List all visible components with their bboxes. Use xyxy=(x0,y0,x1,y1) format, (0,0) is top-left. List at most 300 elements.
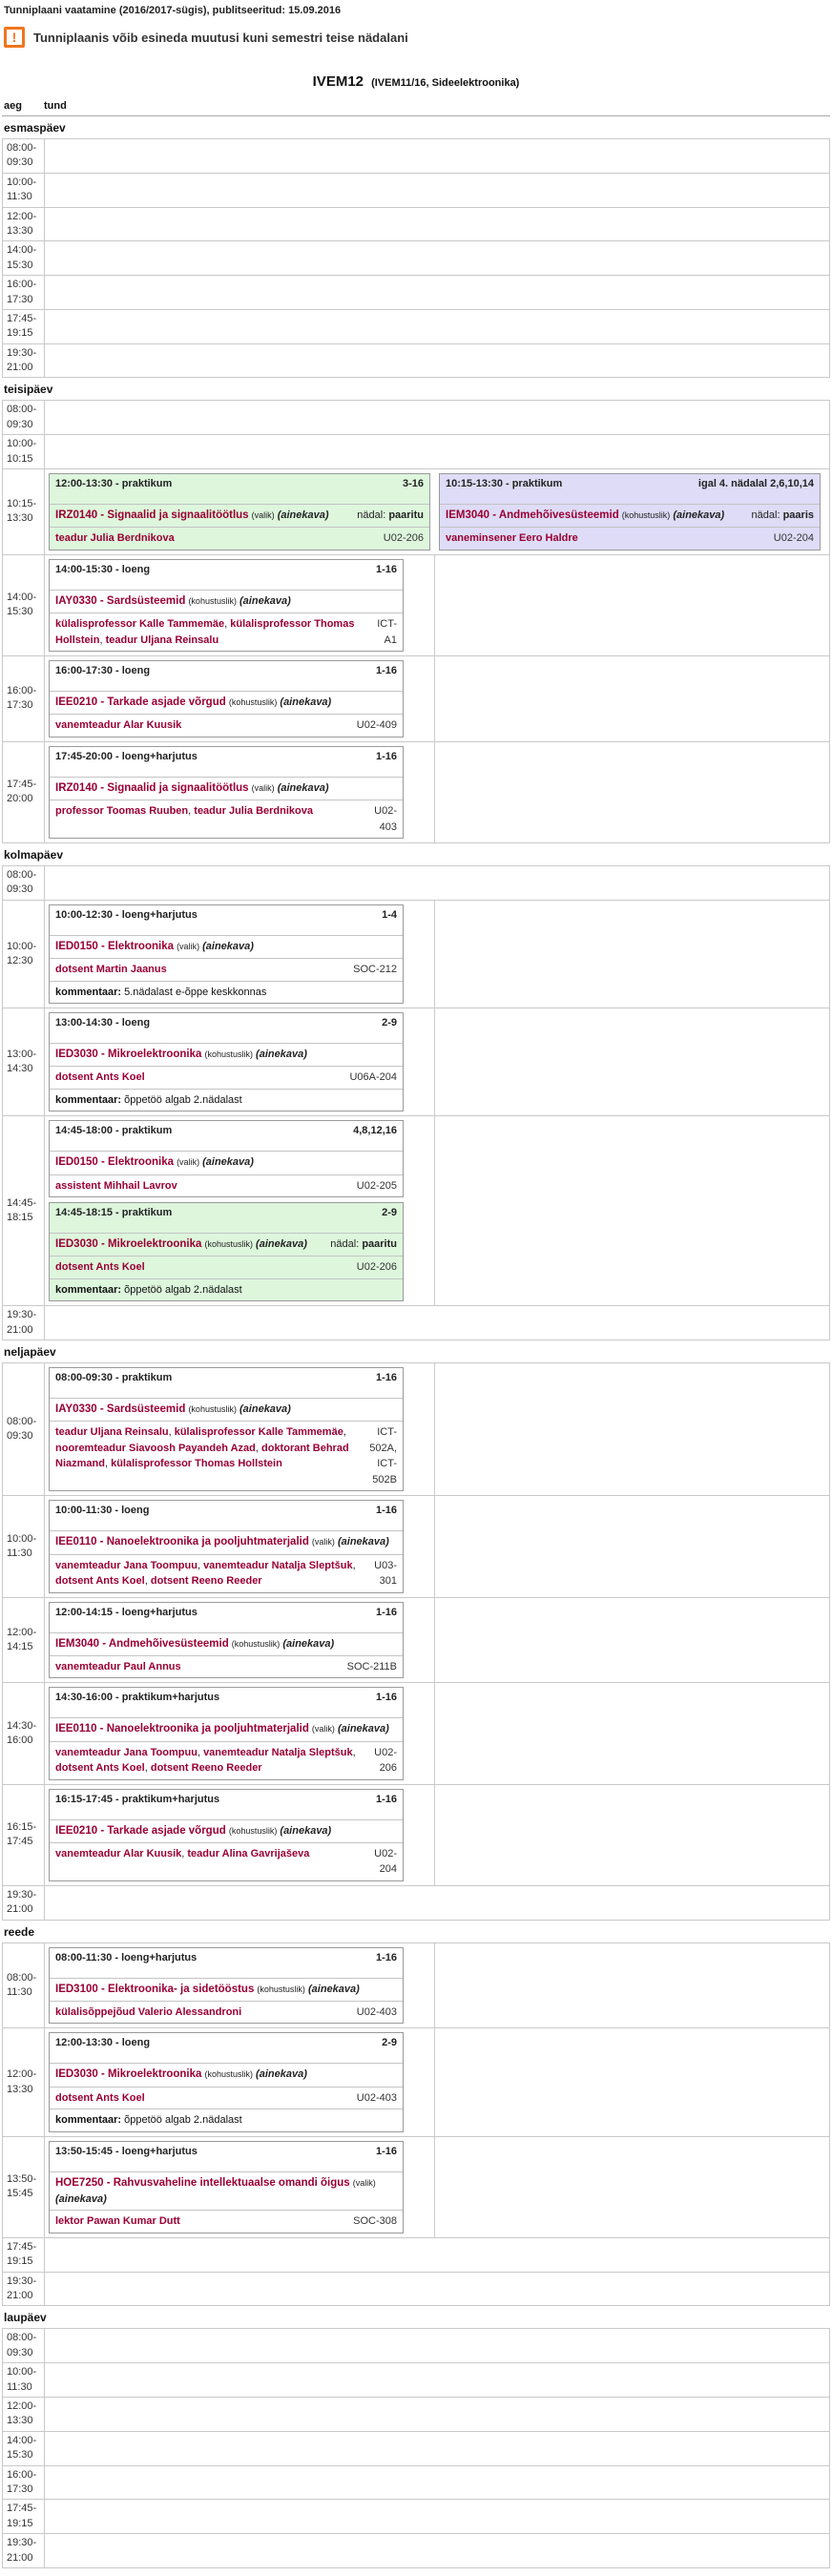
course-link[interactable]: IEE0110 - Nanoelektroonika ja pooljuhtmaterjalid xyxy=(55,1723,309,1735)
group-code: IVEM12 xyxy=(312,73,364,90)
time-range-label: 19:30- 21:00 xyxy=(3,1306,45,1340)
ainekava-link[interactable]: (ainekava) xyxy=(239,594,291,607)
event-header xyxy=(50,2033,403,2050)
slot-area xyxy=(45,241,829,275)
event-card xyxy=(49,1947,404,2025)
event-header xyxy=(50,560,403,577)
event-weeks: 2-9 xyxy=(382,1017,397,1029)
time-range-label: 13:50- 15:45 xyxy=(3,2137,45,2237)
ainekava-link[interactable]: (ainekava) xyxy=(256,2068,307,2081)
event-room: U02-409 xyxy=(356,719,397,732)
teacher-link[interactable]: vanemteadur Paul Annus xyxy=(55,1660,181,1672)
time-range-label: 14:00- 15:30 xyxy=(3,241,45,275)
event-teachers-row xyxy=(50,2088,403,2109)
teacher-list xyxy=(55,2090,357,2107)
slot-area xyxy=(45,469,829,554)
teacher-link[interactable]: assistent Mihhail Lavrov xyxy=(55,1179,177,1192)
event-spacer xyxy=(440,491,820,504)
event-weeks: 1-16 xyxy=(375,1505,397,1517)
slot-area xyxy=(45,1598,829,1683)
time-row xyxy=(2,240,830,276)
teacher-link[interactable]: külalisprofessor Thomas Hollstein xyxy=(55,618,355,646)
ainekava-link[interactable]: (ainekava) xyxy=(256,1238,307,1251)
time-range-label: 14:45- 18:15 xyxy=(3,1116,45,1305)
slot-area xyxy=(45,2466,829,2500)
course-info xyxy=(55,2067,397,2083)
event-spacer xyxy=(50,1220,403,1233)
time-row xyxy=(2,1885,830,1921)
time-row xyxy=(2,1784,830,1886)
event-spacer xyxy=(50,1705,403,1717)
ainekava-link[interactable]: (ainekava) xyxy=(307,1983,360,1995)
slot-area xyxy=(45,208,829,241)
time-row xyxy=(2,2328,830,2363)
event-course-row xyxy=(50,1530,403,1554)
course-info xyxy=(55,1236,321,1253)
event-course-row xyxy=(50,2063,403,2087)
teacher-link[interactable]: lektor Pawan Kumar Dutt xyxy=(55,2215,180,2228)
ainekava-link[interactable]: (ainekava) xyxy=(337,1723,389,1735)
teacher-list: professor Toomas Ruuben, teadur Julia Berdnikova xyxy=(55,805,313,818)
event-time-type: 14:00-15:30 - loeng xyxy=(55,563,151,575)
time-row xyxy=(2,309,830,344)
event-header xyxy=(50,1121,403,1138)
time-row xyxy=(2,1682,830,1784)
time-row xyxy=(2,207,830,242)
event-room: SOC-212 xyxy=(353,964,397,976)
event-header xyxy=(50,2142,403,2159)
event-room: ICT-502A, ICT-502B xyxy=(369,1426,397,1485)
event-course-row xyxy=(50,1978,403,2002)
event-weeks: 1-16 xyxy=(375,665,397,677)
time-row xyxy=(2,2237,830,2273)
ainekava-link[interactable]: (ainekava) xyxy=(256,1049,307,1061)
ainekava-link[interactable]: (ainekava) xyxy=(277,781,329,794)
event-time-type: 13:00-14:30 - loeng xyxy=(55,1017,151,1029)
teacher-link[interactable]: dotsent Reeno Reeder xyxy=(150,1575,262,1588)
time-range-label: 17:45- 19:15 xyxy=(3,310,45,343)
event-teachers-row xyxy=(50,800,403,838)
course-info xyxy=(55,1402,397,1418)
comment-label: kommentaar: xyxy=(55,2114,122,2127)
event-card xyxy=(49,2141,404,2233)
teacher-list xyxy=(55,530,384,547)
course-requirement: (valik) xyxy=(311,1537,335,1548)
slot-area xyxy=(45,2398,829,2431)
event-spacer xyxy=(50,1030,403,1043)
event-spacer xyxy=(50,1518,403,1530)
week-note-value: paaris xyxy=(782,509,814,522)
event-spacer xyxy=(50,1965,403,1978)
event-course-row xyxy=(50,1233,403,1257)
event-time-type: 14:30-16:00 - praktikum+harjutus xyxy=(55,1692,220,1704)
day-header: neljapäev xyxy=(4,1345,56,1360)
event-card xyxy=(49,1602,404,1679)
teacher-list xyxy=(55,1659,347,1675)
time-row xyxy=(2,2533,830,2568)
event-spacer xyxy=(50,577,403,590)
course-link[interactable]: IED3030 - Mikroelektroonika xyxy=(55,2068,202,2081)
teacher-link[interactable]: teadur Julia Berdnikova xyxy=(55,532,175,545)
teacher-link[interactable]: dotsent Ants Koel xyxy=(55,1071,145,1084)
slot-area xyxy=(45,174,829,207)
slot-area xyxy=(45,2238,829,2272)
warning-banner xyxy=(4,27,830,48)
week-note: nädal: paaritu xyxy=(330,1238,397,1251)
teacher-link[interactable]: dotsent Ants Koel xyxy=(55,1762,145,1775)
slot-area xyxy=(45,1008,829,1115)
time-range-label: 10:00- 10:15 xyxy=(3,435,45,468)
week-note: nädal: paaris xyxy=(751,509,814,522)
week-note-value: paaritu xyxy=(362,1238,397,1251)
teacher-link[interactable]: vanemteadur Natalja Sleptšuk xyxy=(203,1559,353,1571)
teacher-link[interactable]: teadur Uljana Reinsalu xyxy=(105,634,219,646)
time-row xyxy=(2,1115,830,1306)
course-info xyxy=(446,508,742,524)
course-info xyxy=(55,939,397,955)
event-time-type: 10:00-12:30 - loeng+harjutus xyxy=(55,908,198,921)
event-weeks: 1-16 xyxy=(375,1793,397,1805)
event-header xyxy=(50,1013,403,1030)
event-room: U06A-204 xyxy=(349,1071,397,1084)
course-info xyxy=(55,780,397,797)
time-row xyxy=(2,2136,830,2238)
teacher-list: vanemteadur Jana Toompuu, vanemteadur Natalja Sleptšuk, dotsent Ants Koel, dotsent Reeno Reeder xyxy=(55,1559,356,1588)
event-card xyxy=(49,660,404,737)
event-teachers-row xyxy=(50,2002,403,2024)
event-course-row xyxy=(50,935,403,959)
comment-label: kommentaar: xyxy=(55,1283,122,1296)
event-header xyxy=(50,905,403,923)
event-time-type: 14:45-18:00 - praktikum xyxy=(55,1125,173,1137)
ainekava-link[interactable]: (ainekava) xyxy=(280,1824,332,1837)
slot-area xyxy=(45,656,829,741)
slot-area xyxy=(45,2363,829,2397)
ainekava-link[interactable]: (ainekava) xyxy=(282,1637,335,1650)
event-weeks: 1-16 xyxy=(375,1606,397,1618)
time-row xyxy=(2,554,830,656)
event-room: U02-205 xyxy=(356,1179,397,1192)
page-header: Tunniplaani vaatamine (2016/2017-sügis), publitseeritud: 15.09.2016 xyxy=(4,5,342,16)
course-info xyxy=(55,1047,397,1063)
teacher-link[interactable]: teadur Uljana Reinsalu xyxy=(55,1426,169,1439)
time-row xyxy=(2,900,830,1008)
time-range-label: 08:00- 09:30 xyxy=(3,2329,45,2362)
slot-area xyxy=(45,1116,829,1305)
course-requirement: (valik) xyxy=(352,2177,376,2188)
teacher-link[interactable]: doktorant Behrad Niazmand xyxy=(55,1442,349,1470)
event-time-type: 16:15-17:45 - praktikum+harjutus xyxy=(55,1793,220,1805)
event-spacer xyxy=(50,764,403,777)
time-range-label: 16:00- 17:30 xyxy=(3,276,45,309)
ainekava-link[interactable]: (ainekava) xyxy=(202,940,254,952)
course-info xyxy=(55,1154,397,1171)
course-link[interactable]: IAY0330 - Sardsüsteemid xyxy=(55,594,186,607)
teacher-list xyxy=(55,962,353,978)
time-row xyxy=(2,2465,830,2501)
course-info xyxy=(55,508,347,524)
timetable-title xyxy=(2,73,830,90)
time-range-label: 08:00- 09:30 xyxy=(3,866,45,900)
teacher-link[interactable]: vanemteadur Alar Kuusik xyxy=(55,719,182,732)
event-time-type: 16:00-17:30 - loeng xyxy=(55,665,151,677)
event-weeks: 1-16 xyxy=(375,1372,397,1384)
slot-area xyxy=(45,1785,829,1885)
event-teachers-row xyxy=(50,1422,403,1490)
course-requirement: (kohustuslik) xyxy=(188,595,237,606)
time-range-label: 16:00- 17:30 xyxy=(3,2466,45,2500)
teacher-link[interactable]: dotsent Ants Koel xyxy=(55,1261,145,1274)
teacher-list: teadur Uljana Reinsalu, külalisprofessor Kalle Tammemäe, nooremteadur Siavoosh Payandeh Azad, doktorant Behrad Niazmand, külalisprofessor Thomas Hollstein xyxy=(55,1426,349,1470)
ainekava-link[interactable]: (ainekava) xyxy=(239,1403,291,1416)
slot-area xyxy=(45,2137,829,2237)
slot-area xyxy=(45,2432,829,2465)
event-card xyxy=(49,1202,404,1301)
event-header xyxy=(50,1688,403,1705)
teacher-link[interactable]: dotsent Ants Koel xyxy=(55,1575,145,1588)
time-row xyxy=(2,343,830,379)
teacher-link[interactable]: vanemteadur Natalja Sleptšuk xyxy=(203,1746,353,1758)
event-card xyxy=(49,1789,404,1881)
teacher-list xyxy=(55,1070,349,1086)
course-link[interactable]: IRZ0140 - Signaalid ja signaalitöötlus xyxy=(55,781,249,794)
time-row xyxy=(2,655,830,742)
slot-area xyxy=(45,866,829,900)
time-range-label: 10:00- 12:30 xyxy=(3,901,45,1008)
event-room: U02-204 xyxy=(773,532,814,545)
event-room: SOC-211B xyxy=(346,1660,397,1672)
event-teachers-row xyxy=(50,1742,403,1779)
course-requirement: (kohustuslik) xyxy=(188,1404,237,1415)
event-header xyxy=(50,474,429,491)
teacher-link[interactable]: vanemteadur Jana Toompuu xyxy=(55,1746,198,1758)
time-range-label: 08:00- 09:30 xyxy=(3,401,45,434)
time-range-label: 12:00- 13:30 xyxy=(3,2028,45,2135)
event-room: U02-204 xyxy=(374,1847,397,1876)
ainekava-link[interactable]: (ainekava) xyxy=(277,509,329,522)
event-card xyxy=(49,1120,404,1197)
slot-area xyxy=(45,1683,829,1783)
ainekava-link[interactable]: (ainekava) xyxy=(673,509,725,522)
event-comment: kommentaar: õppetöö algab 2.nädalast xyxy=(50,2109,403,2131)
event-weeks: 1-4 xyxy=(382,908,397,921)
course-link[interactable]: IED0150 - Elektroonika xyxy=(55,940,174,952)
slot-area xyxy=(45,742,829,842)
slot-area xyxy=(45,555,829,655)
time-row xyxy=(2,2272,830,2307)
event-weeks: 1-16 xyxy=(375,750,397,762)
time-row xyxy=(2,1362,830,1496)
event-course-row xyxy=(50,1043,403,1067)
event-header xyxy=(50,747,403,764)
day-header: kolmapäev xyxy=(4,848,64,862)
slot-area xyxy=(45,2028,829,2135)
ainekava-link[interactable]: (ainekava) xyxy=(202,1156,254,1169)
event-time-type: 10:00-11:30 - loeng xyxy=(55,1505,150,1517)
teacher-list xyxy=(55,1259,357,1276)
event-course-row xyxy=(50,691,403,715)
event-course-row xyxy=(50,590,403,613)
time-range-label: 14:00- 15:30 xyxy=(3,2432,45,2465)
time-range-label: 19:30- 21:00 xyxy=(3,1886,45,1920)
teacher-link[interactable]: professor Toomas Ruuben xyxy=(55,805,189,818)
time-row xyxy=(2,434,830,469)
ainekava-link[interactable]: (ainekava) xyxy=(337,1536,389,1548)
course-requirement: (valik) xyxy=(311,1724,335,1735)
time-range-label: 17:45- 19:15 xyxy=(3,2500,45,2533)
event-header xyxy=(50,1790,403,1807)
ainekava-link[interactable]: (ainekava) xyxy=(55,2192,107,2205)
course-link[interactable]: IRZ0140 - Signaalid ja signaalitöötlus xyxy=(55,509,249,522)
course-requirement: (kohustuslik) xyxy=(621,510,671,521)
week-note: nädal: paaritu xyxy=(357,509,424,522)
event-teachers-row xyxy=(50,613,403,651)
teacher-link[interactable]: teadur Alina Gavrijaševa xyxy=(187,1847,310,1859)
time-range-label: 19:30- 21:00 xyxy=(3,344,45,378)
course-requirement: (kohustuslik) xyxy=(231,1638,281,1649)
teacher-link[interactable]: vanemteadur Alar Kuusik xyxy=(55,1847,182,1859)
teacher-link[interactable]: nooremteadur Siavoosh Payandeh Azad xyxy=(55,1442,256,1454)
event-time-type: 13:50-15:45 - loeng+harjutus xyxy=(55,2145,198,2157)
event-course-row xyxy=(50,1398,403,1422)
course-requirement: (kohustuslik) xyxy=(204,1239,253,1250)
event-teachers-row xyxy=(440,528,820,550)
course-link[interactable]: IEM3040 - Andmehõivesüsteemid xyxy=(446,509,619,522)
teacher-link[interactable]: dotsent Reeno Reeder xyxy=(150,1762,262,1775)
event-spacer xyxy=(50,1620,403,1632)
course-link[interactable]: IED3100 - Elektroonika- ja sidetööstus xyxy=(55,1983,255,1995)
event-card xyxy=(49,746,404,839)
time-range-label: 08:00- 09:30 xyxy=(3,139,45,173)
teacher-link[interactable]: külalisõppejõud Valerio Alessandroni xyxy=(55,2005,242,2018)
teacher-link[interactable]: dotsent Ants Koel xyxy=(55,2091,145,2104)
course-requirement: (kohustuslik) xyxy=(228,1825,278,1836)
event-header xyxy=(50,1948,403,1965)
event-spacer xyxy=(50,2050,403,2063)
slot-area xyxy=(45,401,829,434)
course-link[interactable]: HOE7250 - Rahvusvaheline intellektuaalse omandi õigus xyxy=(55,2176,350,2189)
time-range-label: 16:00- 17:30 xyxy=(3,656,45,741)
event-weeks: 1-16 xyxy=(375,1692,397,1704)
col-aeg-label: aeg xyxy=(4,100,22,112)
teacher-link[interactable]: dotsent Martin Jaanus xyxy=(55,964,167,976)
course-link[interactable]: IEE0110 - Nanoelektroonika ja pooljuhtmaterjalid xyxy=(55,1536,309,1548)
event-weeks: 4,8,12,16 xyxy=(353,1125,397,1137)
time-range-label: 19:30- 21:00 xyxy=(3,2273,45,2306)
event-card xyxy=(49,1687,404,1779)
course-requirement: (valik) xyxy=(177,941,200,951)
course-requirement: (valik) xyxy=(251,510,275,521)
teacher-list: vanemteadur Alar Kuusik, teadur Alina Gavrijaševa xyxy=(55,1847,310,1859)
course-info xyxy=(55,695,397,711)
event-teachers-row xyxy=(50,1175,403,1197)
day-header: esmaspäev xyxy=(4,121,66,135)
teacher-link[interactable]: vanemteadur Jana Toompuu xyxy=(55,1559,198,1571)
course-link[interactable]: IED0150 - Elektroonika xyxy=(55,1156,174,1169)
teacher-list xyxy=(446,530,774,547)
time-row xyxy=(2,2499,830,2534)
course-requirement: (valik) xyxy=(177,1157,200,1168)
time-range-label: 08:00- 09:30 xyxy=(3,1363,45,1495)
course-info xyxy=(55,1534,397,1550)
teacher-list xyxy=(55,1178,357,1195)
event-header xyxy=(50,1368,403,1385)
slot-area xyxy=(45,435,829,468)
time-range-label: 13:00- 14:30 xyxy=(3,1008,45,1115)
time-range-label: 10:15- 13:30 xyxy=(3,469,45,554)
event-room: U02-403 xyxy=(356,2005,397,2018)
teacher-link[interactable]: vaneminsener Eero Haldre xyxy=(446,532,578,545)
event-course-row xyxy=(50,777,403,800)
slot-area xyxy=(45,1496,829,1596)
time-range-label: 16:15- 17:45 xyxy=(3,1785,45,1885)
event-course-row xyxy=(50,2171,403,2212)
event-time-type: 08:00-09:30 - praktikum xyxy=(55,1372,173,1384)
time-row xyxy=(2,741,830,843)
event-spacer xyxy=(50,678,403,691)
ainekava-link[interactable]: (ainekava) xyxy=(280,696,332,709)
event-course-row xyxy=(50,504,429,528)
slot-area xyxy=(45,344,829,378)
event-time-type: 12:00-13:30 - praktikum xyxy=(55,478,173,490)
group-subtitle: (IVEM11/16, Sideelektroonika) xyxy=(371,77,520,89)
time-row xyxy=(2,1942,830,2029)
slot-area xyxy=(45,139,829,173)
slot-area xyxy=(45,310,829,343)
course-link[interactable]: IEM3040 - Andmehõivesüsteemid xyxy=(55,1637,229,1650)
course-info xyxy=(55,1721,397,1737)
event-card xyxy=(49,1367,404,1491)
time-range-label: 12:00- 13:30 xyxy=(3,208,45,241)
teacher-link[interactable]: teadur Julia Berdnikova xyxy=(194,805,313,818)
time-row xyxy=(2,2431,830,2466)
event-spacer xyxy=(50,2159,403,2171)
timetable xyxy=(2,116,830,2568)
course-info xyxy=(55,1636,397,1652)
teacher-list xyxy=(55,717,357,734)
course-link[interactable]: IEE0210 - Tarkade asjade võrgud xyxy=(55,1824,226,1837)
time-row xyxy=(2,865,830,901)
event-course-row xyxy=(50,1717,403,1741)
time-range-label: 08:00- 11:30 xyxy=(3,1943,45,2028)
teacher-link[interactable]: külalisprofessor Kalle Tammemäe xyxy=(174,1426,343,1439)
event-course-row xyxy=(50,1819,403,1843)
course-link[interactable]: IEE0210 - Tarkade asjade võrgud xyxy=(55,696,226,709)
event-teachers-row xyxy=(50,1656,403,1678)
event-card xyxy=(49,1500,404,1592)
event-card xyxy=(49,2032,404,2131)
teacher-link[interactable]: külalisprofessor Kalle Tammemäe xyxy=(55,618,225,631)
event-weeks: 1-16 xyxy=(375,1951,397,1963)
course-link[interactable]: IAY0330 - Sardsüsteemid xyxy=(55,1403,186,1416)
event-course-row xyxy=(50,1151,403,1174)
course-requirement: (valik) xyxy=(251,782,275,793)
course-info xyxy=(55,593,397,610)
event-teachers-row xyxy=(50,1257,403,1278)
course-link[interactable]: IED3030 - Mikroelektroonika xyxy=(55,1049,202,1061)
event-header xyxy=(50,1603,403,1620)
event-weeks: 1-16 xyxy=(375,2145,397,2157)
course-link[interactable]: IED3030 - Mikroelektroonika xyxy=(55,1238,202,1251)
teacher-list: külalisprofessor Kalle Tammemäe, külalisprofessor Thomas Hollstein, teadur Uljana Reinsalu xyxy=(55,618,355,646)
teacher-link[interactable]: külalisprofessor Thomas Hollstein xyxy=(111,1458,282,1470)
course-requirement: (kohustuslik) xyxy=(257,1984,305,1994)
slot-area xyxy=(45,2534,829,2567)
day-header: laupäev xyxy=(4,2311,47,2325)
time-range-label: 19:30- 21:00 xyxy=(3,2534,45,2567)
slot-area xyxy=(45,2273,829,2306)
time-row xyxy=(2,1597,830,1684)
